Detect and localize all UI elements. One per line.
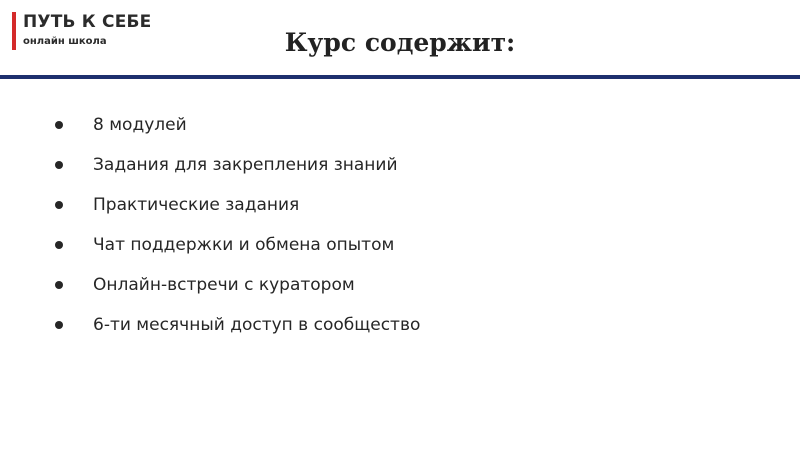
list-item-text: Практические задания	[93, 195, 300, 215]
list-item-text: Задания для закрепления знаний	[93, 155, 398, 175]
list-item	[55, 273, 420, 313]
list-item	[55, 233, 420, 273]
bullet-icon	[55, 161, 63, 169]
title-divider	[0, 75, 800, 79]
bullet-icon	[55, 281, 63, 289]
bullet-icon	[55, 321, 63, 329]
list-item-text: Чат поддержки и обмена опытом	[93, 235, 395, 255]
list-item	[55, 113, 420, 153]
logo-name: ПУТЬ К СЕБЕ	[23, 12, 152, 32]
logo-subtitle: онлайн школа	[23, 36, 107, 47]
list-item	[55, 153, 420, 193]
list-item	[55, 313, 420, 353]
list-item	[55, 193, 420, 233]
course-contents-list	[55, 113, 420, 353]
bullet-icon	[55, 201, 63, 209]
list-item-text: Онлайн-встречи с куратором	[93, 275, 355, 295]
bullet-icon	[55, 121, 63, 129]
list-item-text: 8 модулей	[93, 115, 187, 135]
bullet-icon	[55, 241, 63, 249]
list-item-text: 6-ти месячный доступ в сообщество	[93, 315, 421, 335]
slide-title: Курс содержит:	[284, 28, 516, 57]
